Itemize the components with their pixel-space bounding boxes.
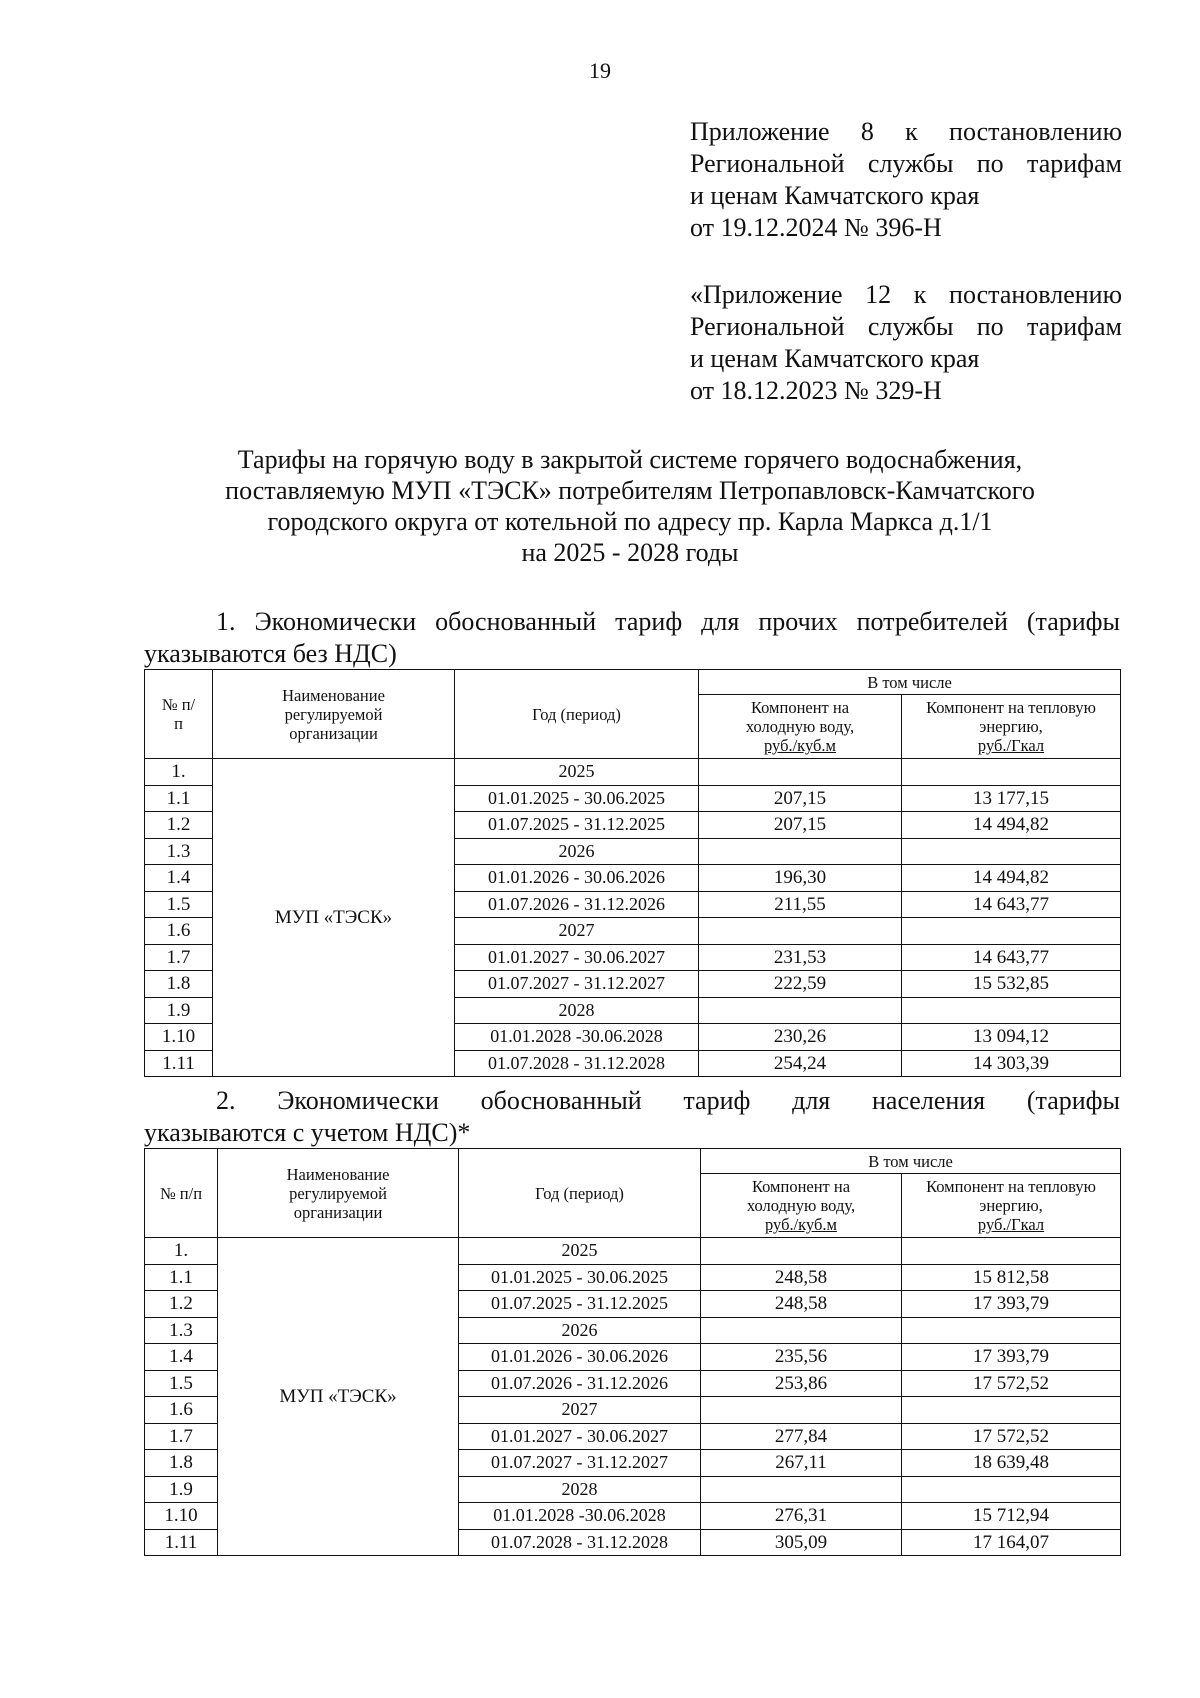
row-num: 1.7 — [145, 1423, 218, 1450]
row-num: 1.10 — [145, 1503, 218, 1530]
row-period: 01.01.2028 -30.06.2028 — [459, 1503, 701, 1530]
header-cold-label: Компонент на холодную воду, — [745, 698, 855, 736]
row-period: 2026 — [455, 838, 699, 865]
row-num: 1.4 — [145, 865, 213, 892]
row-period: 01.01.2025 - 30.06.2025 — [455, 785, 699, 812]
row-num: 1.9 — [145, 1476, 218, 1503]
row-period: 2028 — [455, 997, 699, 1024]
section-heading-line: указываются без НДС) — [144, 639, 397, 668]
row-heat — [902, 1397, 1121, 1424]
row-period: 01.07.2025 - 31.12.2025 — [459, 1291, 701, 1318]
row-cold: 231,53 — [699, 944, 902, 971]
header-num: № п/п — [145, 670, 213, 759]
title-line: поставляемую МУП «ТЭСК» потребителям Петропавловск-Камчатского — [225, 476, 1035, 505]
header-heat-energy — [902, 1174, 1121, 1238]
row-num: 1.7 — [145, 944, 213, 971]
header-cold-label: Компонент на холодную воду, — [746, 1177, 856, 1215]
row-period: 01.07.2027 - 31.12.2027 — [459, 1450, 701, 1477]
header-heat-label: Компонент на тепловую энергию, — [926, 1177, 1096, 1215]
header-org: Наименование регулируемой организации — [213, 670, 455, 759]
row-period: 01.01.2028 -30.06.2028 — [455, 1024, 699, 1051]
header-heat-energy — [902, 695, 1121, 759]
section-heading-line: 2. Экономически обоснованный тариф для населения (тарифы — [216, 1086, 1120, 1115]
row-period: 2025 — [459, 1238, 701, 1265]
appendix-line: «Приложение 12 к постановлению — [690, 280, 1122, 309]
row-cold — [699, 838, 902, 865]
tariff-table-other-consumers — [144, 669, 1121, 1077]
row-num: 1.1 — [145, 1264, 218, 1291]
appendix-line: Региональной службы по тарифам — [690, 312, 1122, 341]
row-cold — [699, 759, 902, 786]
row-period: 01.07.2028 - 31.12.2028 — [455, 1050, 699, 1077]
row-heat — [902, 1476, 1121, 1503]
row-period: 01.01.2026 - 30.06.2026 — [459, 1344, 701, 1371]
table-row — [145, 759, 1121, 786]
header-cold-water — [701, 1174, 902, 1238]
row-cold: 276,31 — [701, 1503, 902, 1530]
row-cold: 248,58 — [701, 1291, 902, 1318]
row-num: 1.3 — [145, 1317, 218, 1344]
row-num: 1.6 — [145, 1397, 218, 1424]
appendix-line: Региональной службы по тарифам — [690, 149, 1122, 178]
row-cold: 211,55 — [699, 891, 902, 918]
appendix-previous-reference — [690, 279, 1122, 407]
row-num: 1.2 — [145, 1291, 218, 1318]
row-num: 1. — [145, 1238, 218, 1265]
row-heat — [902, 1317, 1121, 1344]
header-cold-unit: руб./куб.м — [764, 736, 836, 755]
row-num: 1.11 — [145, 1529, 218, 1556]
row-period: 01.01.2026 - 30.06.2026 — [455, 865, 699, 892]
row-period: 01.07.2026 - 31.12.2026 — [459, 1370, 701, 1397]
row-num: 1.3 — [145, 838, 213, 865]
row-period: 01.01.2027 - 30.06.2027 — [459, 1423, 701, 1450]
row-cold — [701, 1397, 902, 1424]
row-period: 2027 — [455, 918, 699, 945]
header-cold-unit: руб./куб.м — [765, 1215, 837, 1234]
appendix-line: Приложение 8 к постановлению — [690, 117, 1122, 146]
page-number: 19 — [589, 58, 611, 83]
row-heat: 14 643,77 — [902, 944, 1121, 971]
row-num: 1.5 — [145, 891, 213, 918]
tariff-table-population — [144, 1148, 1121, 1556]
appendix-line: от 18.12.2023 № 329-Н — [690, 376, 942, 405]
header-cold-water — [699, 695, 902, 759]
row-cold — [701, 1476, 902, 1503]
row-period: 01.01.2025 - 30.06.2025 — [459, 1264, 701, 1291]
section-heading-line: указываются с учетом НДС)* — [144, 1118, 471, 1147]
org-name: МУП «ТЭСК» — [218, 1238, 459, 1556]
section-2-heading — [144, 1085, 1120, 1149]
row-num: 1.6 — [145, 918, 213, 945]
header-org: Наименование регулируемой организации — [218, 1149, 459, 1238]
row-period: 2027 — [459, 1397, 701, 1424]
row-heat: 17 393,79 — [902, 1291, 1121, 1318]
row-heat: 13 094,12 — [902, 1024, 1121, 1051]
header-heat-unit: руб./Гкал — [977, 1215, 1045, 1234]
section-heading-line: 1. Экономически обоснованный тариф для прочих потребителей (тарифы — [216, 607, 1120, 636]
header-including: В том числе — [701, 1149, 1121, 1174]
row-num: 1.9 — [145, 997, 213, 1024]
header-heat-unit: руб./Гкал — [977, 736, 1045, 755]
row-cold: 222,59 — [699, 971, 902, 998]
row-period: 01.07.2027 - 31.12.2027 — [455, 971, 699, 998]
row-cold: 254,24 — [699, 1050, 902, 1077]
row-heat: 13 177,15 — [902, 785, 1121, 812]
row-heat: 18 639,48 — [902, 1450, 1121, 1477]
appendix-current-reference — [690, 116, 1122, 244]
header-num: № п/п — [145, 1149, 218, 1238]
row-cold: 207,15 — [699, 812, 902, 839]
row-num: 1.1 — [145, 785, 213, 812]
row-heat — [902, 838, 1121, 865]
row-num: 1.8 — [145, 1450, 218, 1477]
row-cold: 207,15 — [699, 785, 902, 812]
row-period: 01.01.2027 - 30.06.2027 — [455, 944, 699, 971]
row-num: 1.11 — [145, 1050, 213, 1077]
table-row — [145, 1238, 1121, 1265]
row-heat: 14 643,77 — [902, 891, 1121, 918]
org-name: МУП «ТЭСК» — [213, 759, 455, 1077]
row-heat: 14 494,82 — [902, 812, 1121, 839]
title-line: городского округа от котельной по адресу пр. Карла Маркса д.1/1 — [267, 507, 993, 536]
row-period: 01.07.2025 - 31.12.2025 — [455, 812, 699, 839]
row-heat: 17 572,52 — [902, 1423, 1121, 1450]
row-cold: 235,56 — [701, 1344, 902, 1371]
row-period: 2026 — [459, 1317, 701, 1344]
row-period: 2025 — [455, 759, 699, 786]
row-cold: 248,58 — [701, 1264, 902, 1291]
row-cold: 305,09 — [701, 1529, 902, 1556]
row-num: 1.8 — [145, 971, 213, 998]
header-heat-label: Компонент на тепловую энергию, — [926, 698, 1096, 736]
title-line: на 2025 - 2028 годы — [521, 538, 739, 567]
row-num: 1.10 — [145, 1024, 213, 1051]
header-including: В том числе — [699, 670, 1121, 695]
row-cold — [699, 997, 902, 1024]
header-period: Год (период) — [455, 670, 699, 759]
row-heat: 15 532,85 — [902, 971, 1121, 998]
appendix-line: и ценам Камчатского края — [690, 344, 980, 373]
row-heat: 17 572,52 — [902, 1370, 1121, 1397]
row-heat — [902, 759, 1121, 786]
row-num: 1.5 — [145, 1370, 218, 1397]
row-heat: 15 812,58 — [902, 1264, 1121, 1291]
row-cold: 230,26 — [699, 1024, 902, 1051]
row-heat: 15 712,94 — [902, 1503, 1121, 1530]
appendix-line: и ценам Камчатского края — [690, 181, 980, 210]
row-heat: 14 494,82 — [902, 865, 1121, 892]
row-cold — [701, 1317, 902, 1344]
row-cold — [701, 1238, 902, 1265]
row-num: 1. — [145, 759, 213, 786]
row-heat: 17 393,79 — [902, 1344, 1121, 1371]
row-period: 2028 — [459, 1476, 701, 1503]
row-heat — [902, 1238, 1121, 1265]
row-num: 1.2 — [145, 812, 213, 839]
row-cold: 267,11 — [701, 1450, 902, 1477]
row-heat: 14 303,39 — [902, 1050, 1121, 1077]
row-heat: 17 164,07 — [902, 1529, 1121, 1556]
row-cold: 277,84 — [701, 1423, 902, 1450]
row-heat — [902, 997, 1121, 1024]
row-period: 01.07.2026 - 31.12.2026 — [455, 891, 699, 918]
row-cold: 253,86 — [701, 1370, 902, 1397]
title-line: Тарифы на горячую воду в закрытой системе горячего водоснабжения, — [237, 445, 1023, 474]
header-period: Год (период) — [459, 1149, 701, 1238]
row-cold — [699, 918, 902, 945]
row-cold: 196,30 — [699, 865, 902, 892]
row-period: 01.07.2028 - 31.12.2028 — [459, 1529, 701, 1556]
document-title — [140, 444, 1120, 568]
row-heat — [902, 918, 1121, 945]
row-num: 1.4 — [145, 1344, 218, 1371]
section-1-heading — [144, 606, 1120, 670]
appendix-line: от 19.12.2024 № 396-Н — [690, 213, 942, 242]
